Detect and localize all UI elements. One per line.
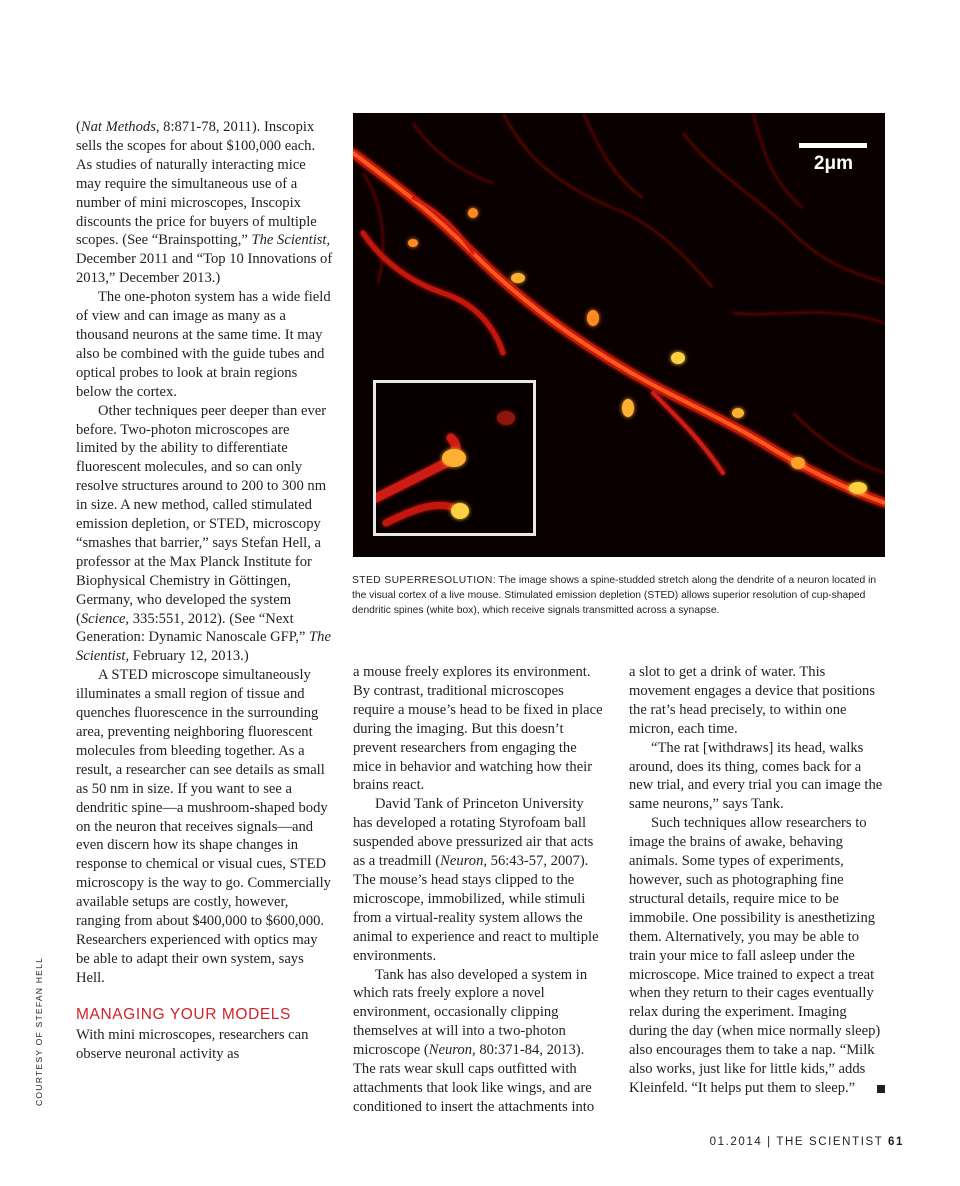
photo-credit: COURTESY OF STEFAN HELL <box>34 956 44 1106</box>
inset-box <box>373 380 536 536</box>
citation: Neuron, <box>428 1042 476 1059</box>
paragraph: a slot to get a drink of water. This movement engages a device that positions the rat’s head precisely, to within one micron, each time. <box>629 664 875 737</box>
magazine-name: THE SCIENTIST <box>776 1136 884 1148</box>
figure-caption <box>352 573 887 618</box>
article-column-1 <box>76 118 334 1063</box>
paragraph: Such techniques allow researchers to image the brains of awake, behaving animals. Some types of experiments, however, such as photographing fine structural details, require mice to be immobile. One possibility is anesthetizing them. Alternatively, you may be able to train your mice to fall asleep under the microscope. Mice trained to expect a treat when they return to their cages eventually relax during the experiment. Imaging during the day (when mice normally sleep) also encourages them to take a nap. “Milk also works, just like for little kids,” adds Kleinfeld. “It helps put them to sleep.” <box>629 814 887 1098</box>
caption-text: : The image shows a spine-studded stretch along the dendrite of a neuron located in the visual cortex of a live mouse. Stimulated emission depletion (STED) allows superior resolution of cup-shaped dendritic spines (white box), which receive signals transmitted across a synapse. <box>352 575 877 617</box>
page-number: 61 <box>888 1136 904 1148</box>
citation: The Scientist, <box>251 232 331 249</box>
citation: Neuron, <box>440 853 488 870</box>
paragraph: (Nat Methods, 8:871-78, 2011). Inscopix sells the scopes for about $100,000 each. As studies of naturally interacting mice may require the simultaneous use of a number of mini microscopes, Inscopix discounts the price for buyers of multiple scopes. (See “Brainspotting,” The Scientist, December 2011 and “Top 10 Innovations of 2013,” December 2013.) <box>76 119 333 287</box>
scale-bar-label: 2μm <box>813 153 853 174</box>
footer-separator: | <box>767 1136 772 1148</box>
paragraph: The one-photon system has a wide field of view and can image as many as a thousand neurons at the same time. It may also be combined with the guide tubes and optical probes to look at brain regions below the cortex. <box>76 289 331 400</box>
inset-spines-image <box>376 383 533 533</box>
scale-bar <box>799 143 867 148</box>
issue-date: 01.2014 <box>709 1136 763 1148</box>
end-mark-icon <box>877 1085 885 1093</box>
paragraph: David Tank of Princeton University has developed a rotating Styrofoam ball suspended above pressurized air that acts as a treadmill (Neuron, 56:43-57, 2007). The mouse’s head stays clipped to the microscope, immobilized, while stimuli from a virtual-reality system allows the animal to experience and react to multiple environments. <box>353 796 599 964</box>
page-footer <box>710 1136 904 1148</box>
paragraph: Other techniques peer deeper than ever before. Two-photon microscopes are limited by the ability to differentiate fluorescent molecules, and so can only resolve structures around to 200 to 300 nm in size. A new method, called stimulated emission depletion, or STED, microscopy “smashes that barrier,” says Stefan Hell, a professor at the Max Planck Institute for Biophysical Chemistry in Göttingen, Germany, who developed the system (Science, 335:551, 2012). (See “Next Generation: Dynamic Nanoscale GFP,” The Scientist, February 12, 2013.) <box>76 402 331 665</box>
caption-lead: STED SUPERRESOLUTION <box>352 575 493 586</box>
article-column-2 <box>353 663 605 1117</box>
paragraph: “The rat [withdraws] its head, walks around, does its thing, comes back for a new trial, and every trial you can image the same neurons,” says Tank. <box>629 739 883 813</box>
paragraph: A STED microscope simultaneously illuminates a small region of tissue and quenches fluorescence in the surrounding area, preventing neighboring fluorescent molecules from bleeding together. As a result, a researcher can see details as small as 50 nm in size. If you want to see a dendritic spine—a mushroom-shaped body on the neuron that receives signals—and even discern how its shape changes in response to chemical or visual cues, STED microscopy is the way to go. Commercially available setups are costly, however, ranging from about $400,000 to $600,000. Researchers experienced with optics may be able to adapt their own system, says Hell. <box>76 667 331 986</box>
paragraph: a mouse freely explores its environment. By contrast, traditional microscopes require a mouse’s head to be fixed in place during the imaging. But this doesn’t prevent researchers from engaging the mice in behavior and watching how their brains react. <box>353 664 603 794</box>
paragraph: Tank has also developed a system in which rats freely explore a novel environment, occasionally clipping themselves at will into a two-photon microscope (Neuron, 80:371-84, 2013). The rats wear skull caps outfitted with attachments that look like wings, and are conditioned to insert the attachments into <box>353 966 595 1115</box>
citation: The Scientist, <box>76 629 331 665</box>
article-column-3 <box>629 663 887 1098</box>
paragraph: With mini microscopes, researchers can observe neuronal activity as <box>76 1026 309 1062</box>
sted-micrograph <box>353 113 885 557</box>
citation: Nat Methods, <box>80 119 160 135</box>
citation: Science, <box>80 610 130 627</box>
section-heading: MANAGING YOUR MODELS <box>76 1005 291 1023</box>
